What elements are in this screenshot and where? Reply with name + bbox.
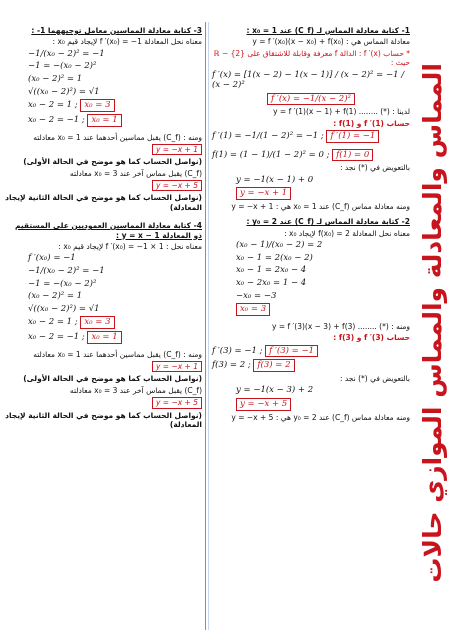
- section-1-fprime-1: f ′(1) = −1/(1 − 2)² = −1 ;: [212, 131, 324, 142]
- section-4-case-b-box: x₀ = 1: [87, 331, 121, 344]
- section-4-step-4: √((x₀ − 2)²) = √1: [28, 303, 100, 314]
- section-2-f-3-box: f(3) = 2: [253, 359, 294, 372]
- section-1-result: ومنه معادلة مماس (C_f) عند x₀ = 1 هي : y = −x + 1: [231, 202, 410, 211]
- section-2-substitution: بالتعويض في (*) نجد :: [339, 373, 410, 383]
- section-1-derivative-result: f ′(x) = −1/(x − 2)²: [267, 93, 355, 106]
- section-2-heading: 2- كتابة معادلة المماس لـ (C_f) عند y₀ = 2 :: [246, 217, 410, 227]
- section-4-step-2: −1 = −(x₀ − 2)²: [28, 278, 97, 289]
- section-3-step-3: (x₀ − 2)² = 1: [28, 74, 83, 84]
- section-2-x0-box: x₀ = 3: [236, 303, 270, 316]
- section-3-step-1: −1/(x₀ − 2)² = −1: [28, 48, 105, 59]
- section-3-note-3: (نواصل الحساب كما هو موضح في الحالة الثانية لإيجاد المعادلة): [5, 193, 202, 212]
- section-2-step-2: x₀ − 1 = 2(x₀ − 2): [236, 252, 313, 263]
- section-4-case-a-box: x₀ = 3: [80, 316, 114, 329]
- section-1-derivative-note: * حساب f ′(x) : الدالة f معرفة وقابلة للاشتقاق على ℝ − {2} حيث :: [213, 48, 410, 68]
- section-4-note-3: (نواصل الحساب كما هو موضح في الحالة الثانية لإيجاد المعادلة): [5, 410, 202, 429]
- section-2-step-4: x₀ − 2x₀ = 1 − 4: [236, 278, 307, 288]
- section-2-step-3: x₀ − 1 = 2x₀ − 4: [236, 265, 307, 276]
- section-1-lead: لدينا : (*) ........ y = f ′(1)(x − 1) + f(1): [273, 107, 410, 117]
- section-3-case-b: x₀ − 2 = −1: [28, 114, 80, 125]
- section-1-f-1-box: f(1) = 0: [332, 149, 373, 162]
- section-1-f-1: f(1) = (1 − 1)/(1 − 2)² = 0 ;: [212, 149, 330, 160]
- left-column: 3- كتابة معادلة المماسين معامل توجيههما 1- : معناه نحل المعادلة f ′(x₀) = −1 لإيجاد قيم x₀ : −1/(x₀ − 2)² = −1 −1 = −(x₀ − 2)² (x₀ − 2)² = 1 √((x₀ − 2)²) = √1 x₀ − 2 = 1 ; x₀ = 3 x₀ − 2 = −1 ; x₀ = 1 ومنه : (C_f) يقبل مماسين أحدهما عند x₀ = 1 معادلته y = −x + 1 (نواصل الحساب كما هو موضح في الحالة الأولى) (C_f) يقبل مماس آخر عند x₀ = 3 معادلته y = −x + 5 (نواصل الحساب كما هو موضح في الحالة الثانية لإيجاد المعادلة) 4- كتابة معادلة المماسين العموديين على المستقيم ذو المعادلة y = x − 1 : معناه نحل : 1 × f ′(x₀) = −1 لإيجاد قيم x₀ : f ′(x₀) = −1 −1/(x₀ − 2)² = −1 −1 = −(x₀ − 2)² (x₀ − 2)² = 1 √((x₀ − 2)²) = √1 x₀ − 2 = 1 ; x₀ = 3 x₀ − 2 = −1 ; x₀ = 1 ومنه : (C_f) يقبل مماسين أحدهما عند x₀ = 1 معادلته y = −x + 1 (نواصل الحساب كما هو موضح في الحالة الأولى) (C_f) يقبل مماس آخر عند x₀ = 3 معادلته y = −x + 5 (نواصل الحساب كما هو موضح في الحالة الثانية لإيجاد المعادلة): [5, 26, 202, 429]
- section-1-derivative-calc: f ′(x) = [1(x − 2) − 1(x − 1)] / (x − 2)² = −1 / (x − 2)²: [212, 69, 405, 91]
- section-4-note-2: (نواصل الحساب كما هو موضح في الحالة الأولى): [23, 374, 202, 384]
- section-1-substitution: بالتعويض في (*) نجد :: [339, 163, 410, 173]
- section-2-calc-heading: حساب f ′(3) و f(3) :: [333, 333, 410, 343]
- section-3-step-2: −1 = −(x₀ − 2)²: [28, 61, 97, 72]
- section-1-calc-heading: حساب f ′(1) و f(1) :: [333, 118, 410, 128]
- section-2-note: معناه نحل المعادلة f(x₀) = 2 لإيجاد x₀ :: [284, 228, 410, 238]
- section-1-note: معادلة المماس هي : y = f ′(x₀)(x − x₀) + f(x₀): [252, 37, 410, 47]
- section-1-tangent-box: y = −x + 1: [236, 187, 291, 200]
- right-column: [212, 26, 410, 424]
- section-2-step-5: −x₀ = −3: [236, 290, 277, 301]
- section-2-lead: ومنه : (*) ........ y = f ′(3)(x − 3) + f(3): [272, 321, 410, 331]
- page-title: المماس والمعادلة والمماس الموازي حالات: [417, 62, 447, 583]
- section-4-result-1: ومنه : (C_f) يقبل مماسين أحدهما عند x₀ = 1 معادلته: [33, 349, 202, 359]
- section-3-note-2: (نواصل الحساب كما هو موضح في الحالة الأولى): [23, 157, 202, 167]
- section-2-fprime-3-box: f ′(3) = −1: [265, 345, 318, 358]
- section-4-step-1: −1/(x₀ − 2)² = −1: [28, 265, 105, 276]
- section-2-tangent-box: y = −x + 5: [236, 398, 291, 411]
- section-4-note: معناه نحل : 1 × f ′(x₀) = −1 لإيجاد قيم x₀ :: [58, 241, 202, 251]
- section-3-result-1: ومنه : (C_f) يقبل مماسين أحدهما عند x₀ = 1 معادلته: [33, 132, 202, 142]
- section-3-case-b-box: x₀ = 1: [87, 114, 121, 127]
- section-2-step-1: (x₀ − 1)/(x₀ − 2) = 2: [236, 240, 323, 251]
- section-4-result-2: (C_f) يقبل مماس آخر عند x₀ = 3 معادلته: [69, 385, 202, 395]
- section-1-heading: 1- كتابة معادلة المماس لـ (C_f) عند x₀ = 1 :: [246, 26, 410, 35]
- section-4-case-a: x₀ − 2 = 1: [28, 317, 73, 328]
- section-4-case-b: x₀ − 2 = −1: [28, 332, 80, 342]
- section-3-case-a-box: x₀ = 3: [80, 99, 114, 112]
- section-3-result-2: (C_f) يقبل مماس آخر عند x₀ = 3 معادلته: [69, 168, 202, 178]
- section-1-tangent-line: y = −1(x − 1) + 0: [236, 174, 314, 185]
- section-2-result: ومنه معادلة مماس (C_f) عند y₀ = 2 هي : y = −x + 5: [231, 412, 410, 422]
- section-4-result-1-box: y = −x + 1: [152, 361, 202, 372]
- section-2-tangent-line: y = −1(x − 3) + 2: [236, 385, 314, 396]
- section-1-fprime-1-box: f ′(1) = −1: [326, 130, 379, 143]
- section-3-heading: 3- كتابة معادلة المماسين معامل توجيههما 1- :: [31, 26, 202, 35]
- section-4-step-3: (x₀ − 2)² = 1: [28, 291, 83, 302]
- column-divider: [205, 22, 206, 630]
- section-3-result-2-box: y = −x + 5: [152, 180, 202, 191]
- section-4-step-0: f ′(x₀) = −1: [28, 253, 76, 264]
- section-4-heading: 4- كتابة معادلة المماسين العموديين على المستقيم ذو المعادلة y = x − 1 :: [14, 221, 202, 240]
- section-3-case-a: x₀ − 2 = 1: [28, 100, 73, 111]
- column-divider-shadow: [208, 22, 209, 630]
- section-3-result-1-box: y = −x + 1: [152, 144, 202, 155]
- section-4-result-2-box: y = −x + 5: [152, 397, 202, 408]
- section-2-fprime-3: f ′(3) = −1 ;: [212, 345, 263, 356]
- section-2-f-3: f(3) = 2 ;: [212, 360, 251, 371]
- section-3-note: معناه نحل المعادلة f ′(x₀) = −1 لإيجاد قيم x₀ :: [52, 37, 202, 47]
- page-title-vertical: [413, 10, 451, 635]
- section-3-step-4: √((x₀ − 2)²) = √1: [28, 86, 100, 97]
